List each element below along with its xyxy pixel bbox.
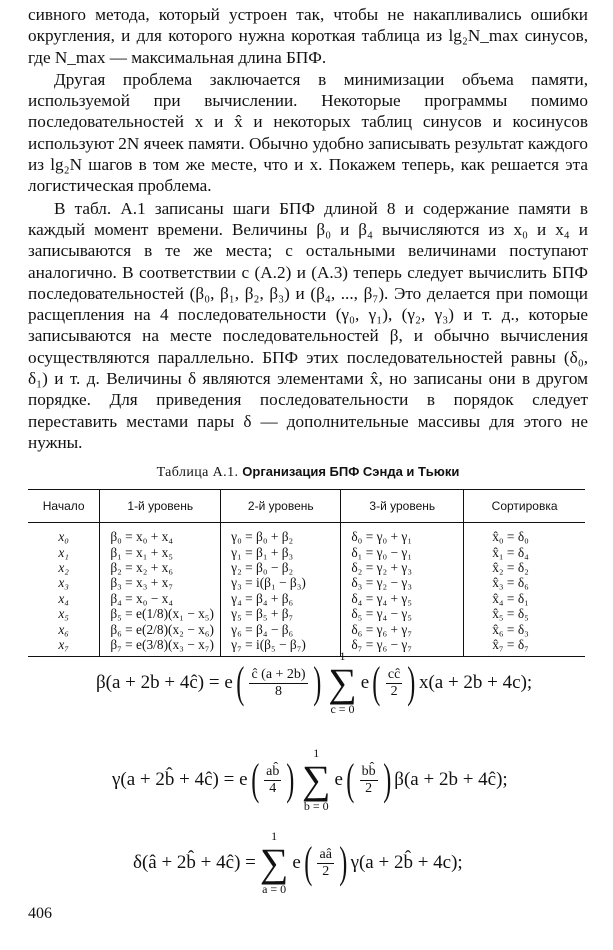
column-sort bbox=[464, 523, 585, 657]
eq2-fraction-2 bbox=[360, 764, 378, 797]
table-cell: x₃ bbox=[58, 575, 69, 591]
paragraph-1: сивного метода, который устроен так, чтобы не накапливались ошибки округления, и для которого нужна короткая таблица из lg₂N_max синусов, где N_max — максимальная длина БПФ. bbox=[28, 5, 588, 67]
eq3-lhs: δ(â + 2b̂ + 4ĉ) = bbox=[133, 852, 256, 873]
table-cell: δ₁ = γ₀ − γ₁ bbox=[351, 544, 413, 560]
paragraph-2: Другая проблема заключается в минимизации объема памяти, используемой при вычислении. Некоторые программы помимо последовательностей x и x̂ и некоторых таблиц синусов и косинусов используют 2N ячеек памяти. Обычно удобно записывать результат каждого из lg₂N шагов в том же месте, что и x. Покажем теперь, как решается эта логистическая проблема. bbox=[28, 69, 588, 196]
table-cell: γ₁ = β₁ + β₃ bbox=[231, 544, 294, 560]
eq1-frac-num: ĉ (a + 2b) bbox=[251, 666, 306, 682]
eq3-frac2-num: aâ bbox=[319, 846, 332, 862]
eq1-frac2-den: 2 bbox=[390, 683, 398, 699]
table-caption bbox=[28, 464, 588, 481]
table-cell: δ₄ = γ₄ + γ₅ bbox=[351, 590, 413, 606]
table-cell: δ₆ = γ₆ + γ₇ bbox=[351, 621, 413, 637]
table-cell: δ₀ = γ₀ + γ₁ bbox=[351, 529, 413, 545]
eq1-fraction bbox=[249, 667, 307, 700]
header-start: Начало bbox=[28, 490, 100, 523]
paragraph-3: В табл. А.1 записаны шаги БПФ длиной 8 и содержание памяти в каждый момент времени. Величины β₀ и β₄ вычисляются из x₀ и x₄ и записываются в те же места; с остальными величинами поступают аналогично. В соответствии с (А.2) и (А.3) теперь следует вычислить БПФ последовательностей (β₀, β₁, β₂, β₃) и (β₄, ..., β₇). Это делается при помощи расщепления на 4 последовательности (γ₀, γ₁), (γ₂, γ₃) и т. д., которые записываются на месте последовательностей β, и обычно вычисления осуществляются параллельно. БПФ этих последовательностей равны (δ₀, δ₁) и т. д. Величины δ являются элементами x̂, но записаны они в другом порядке. Для приведения последовательности в порядок следует переставить местами пары δ — дополнительные массивы для этого не нужны. bbox=[28, 198, 588, 452]
table-cell: γ₂ = β₀ − β₂ bbox=[231, 560, 294, 576]
table-body-row bbox=[28, 523, 585, 657]
eq1-e2: e bbox=[360, 672, 370, 693]
table-cell: x₄ bbox=[58, 590, 69, 606]
eq1-sum-top: 1 bbox=[339, 649, 346, 663]
eq1-frac-den: 8 bbox=[275, 683, 283, 699]
column-level-1 bbox=[100, 523, 221, 657]
equation-1: β(a + 2b + 4ĉ) = e ( $\frac{ĉ (a + 2b)}{8}$ ) 1 ∑ c = 0 e ( $\frac{cĉ}{2}$ ) x(a + 2b + 4c); bbox=[96, 649, 533, 716]
eq3-fraction-2 bbox=[317, 847, 333, 880]
table-cell: x̂₂ = δ₂ bbox=[492, 560, 529, 576]
table-cell: x₂ bbox=[58, 560, 69, 576]
table-cell: γ₃ = i(β₁ − β₃) bbox=[231, 575, 306, 591]
table-cell: β₂ = x₂ + x₆ bbox=[110, 560, 174, 576]
table-header-row bbox=[28, 490, 585, 523]
eq2-frac-den: 4 bbox=[269, 780, 277, 796]
table-cell: β₁ = x₁ + x₅ bbox=[110, 544, 174, 560]
table-cell: x₆ bbox=[58, 621, 69, 637]
table-cell: x₅ bbox=[58, 606, 69, 622]
eq3-e2: e bbox=[292, 852, 301, 873]
eq1-fraction-2 bbox=[386, 667, 402, 700]
header-sort: Сортировка bbox=[464, 490, 585, 523]
page-content bbox=[28, 4, 588, 657]
eq2-sum-top: 1 bbox=[313, 746, 320, 760]
eq1-tail: x(a + 2b + 4c); bbox=[418, 672, 533, 693]
eq2-fraction bbox=[264, 764, 281, 797]
column-level-3 bbox=[341, 523, 464, 657]
table-cell: δ₃ = γ₂ − γ₃ bbox=[351, 575, 413, 591]
eq1-lhs: β(a + 2b + 4ĉ) = e bbox=[96, 672, 233, 693]
eq2-frac2-den: 2 bbox=[365, 780, 373, 796]
table-caption-prefix: Таблица А.1. bbox=[156, 465, 239, 481]
sigma-symbol: ∑ bbox=[328, 660, 357, 705]
sigma-symbol: ∑ bbox=[302, 757, 331, 802]
table-cell: δ₅ = γ₄ − γ₅ bbox=[351, 606, 413, 622]
table-cell: x̂₄ = δ₁ bbox=[492, 590, 529, 606]
header-level-3: 3-й уровень bbox=[341, 490, 464, 523]
table-cell: δ₂ = γ₂ + γ₃ bbox=[351, 560, 413, 576]
table-cell: γ₅ = β₅ + β₇ bbox=[231, 606, 294, 622]
eq3-sum-bot: a = 0 bbox=[262, 882, 287, 896]
table-caption-title: Организация БПФ Сэнда и Тьюки bbox=[242, 464, 460, 480]
eq2-frac2-num: bb̂ bbox=[361, 763, 376, 779]
equation-2: γ(a + 2b̂ + 4ĉ) = e ( $\frac{ab̂}{4}$ ) 1 ∑ b = 0 e ( $\frac{bb̂}{2}$ ) β(a + 2b + 4ĉ); bbox=[112, 746, 508, 813]
table-cell: β₄ = x₀ − x₄ bbox=[110, 590, 174, 606]
page-number: 406 bbox=[28, 905, 52, 922]
table-cell: γ₀ = β₀ + β₂ bbox=[231, 529, 294, 545]
eq1-frac2-num: cĉ bbox=[387, 666, 401, 682]
eq2-tail: β(a + 2b + 4ĉ); bbox=[394, 769, 508, 790]
table-cell: x̂₃ = δ₆ bbox=[492, 575, 529, 591]
table-cell: γ₄ = β₄ + β₆ bbox=[231, 590, 294, 606]
table-cell: x₁ bbox=[58, 544, 69, 560]
table-cell: x̂₆ = δ₃ bbox=[492, 621, 529, 637]
eq3-frac2-den: 2 bbox=[322, 863, 330, 879]
eq2-sum-bot: b = 0 bbox=[303, 799, 329, 813]
table-cell: γ₆ = β₄ − β₆ bbox=[231, 621, 294, 637]
table-cell: x̂₀ = δ₀ bbox=[492, 529, 529, 545]
table-cell: x̂₁ = δ₄ bbox=[492, 544, 529, 560]
table-cell: x₀ bbox=[58, 529, 69, 545]
eq3-tail: γ(a + 2b̂ + 4c); bbox=[350, 852, 463, 873]
table-cell: x̂₇ = δ₇ bbox=[492, 636, 529, 652]
eq2-lhs: γ(a + 2b̂ + 4ĉ) = e bbox=[112, 769, 248, 790]
table-cell: β₃ = x₃ + x₇ bbox=[110, 575, 174, 591]
sigma-symbol: ∑ bbox=[259, 840, 289, 885]
eq1-sum-bot: c = 0 bbox=[330, 702, 355, 716]
table-cell: β₆ = e(2/8)(x₂ − x₆) bbox=[110, 621, 214, 637]
fft-table bbox=[28, 489, 585, 657]
header-level-1: 1-й уровень bbox=[100, 490, 221, 523]
table-cell: x₇ bbox=[58, 636, 69, 652]
table-cell: γ₇ = i(β₅ − β₇) bbox=[231, 636, 306, 652]
header-level-2: 2-й уровень bbox=[221, 490, 341, 523]
table-cell: δ₇ = γ₆ − γ₇ bbox=[351, 636, 413, 652]
column-start bbox=[28, 523, 100, 657]
table-cell: β₅ = e(1/8)(x₁ − x₅) bbox=[110, 606, 214, 622]
eq2-e2: e bbox=[334, 769, 343, 790]
eq3-sum bbox=[260, 830, 289, 896]
eq2-frac-num: ab̂ bbox=[266, 763, 280, 779]
eq1-sum bbox=[328, 650, 357, 716]
column-level-2 bbox=[221, 523, 341, 657]
eq3-sum-top: 1 bbox=[271, 829, 278, 843]
table-cell: β₇ = e(3/8)(x₃ − x₇) bbox=[110, 636, 214, 652]
table-cell: x̂₅ = δ₅ bbox=[492, 606, 529, 622]
eq2-sum bbox=[302, 747, 331, 813]
table-cell: β₀ = x₀ + x₄ bbox=[110, 529, 174, 545]
equation-3: δ(â + 2b̂ + 4ĉ) = 1 ∑ a = 0 e ( $\frac{aâ}{2}$ ) γ(a + 2b̂ + 4c); bbox=[133, 829, 463, 896]
